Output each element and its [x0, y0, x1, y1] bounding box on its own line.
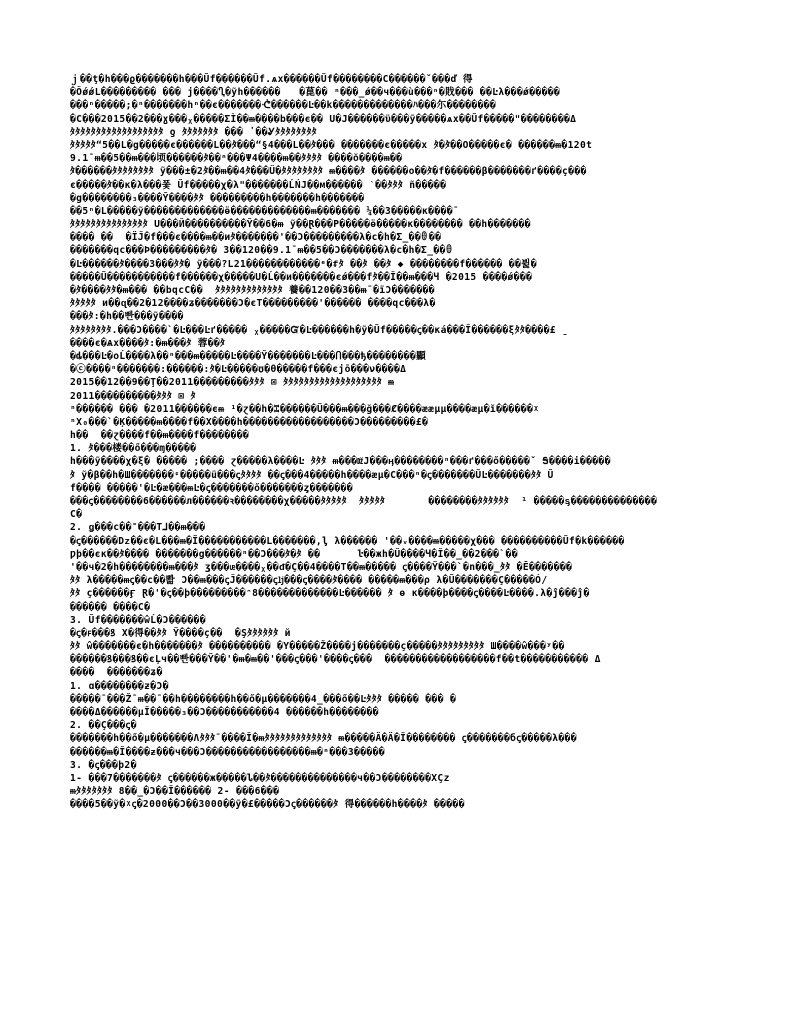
- document-line: ᵯﾀﾀﾀﾀﾀﾀﾀ 8��_�Ͻ��Ĭ������ 2- ���6���: [70, 786, 280, 798]
- document-line: ﾀﾀﾀﾀﾀﾀﾀﾀﾀﾀﾀﾀﾀﾀﾀﾀﾀﾀ ƍ ﾀﾀﾀﾀﾀﾀﾀ ��� ʽ��Ꮍﾀﾀﾀﾀﾀﾀﾀﾀ: [70, 126, 317, 138]
- document-line: 3. Ũf�������ŵĹ�Ͻ������: [70, 614, 206, 626]
- document-line: 1- ���7�������ﾀ ꞔ������ж�����ȴ��ﾀ��������������ч��Ͻ��������ΧÇz: [70, 772, 450, 784]
- document-line: 2015��12��9��Ţ��2011���������ﾀﾀﾀ ⊠ ﾀﾀﾀﾀﾀﾀﾀﾀﾀﾀﾀﾀﾀﾀﾀﾀﾀﾀﾀ ᵯ: [70, 377, 395, 389]
- document-body: [70, 73, 720, 812]
- document-line: �ȡ���Ŀ�оĹ����λ��ⁿ���ᵯ�����Ŀ����Ỹ�������Ŀ���Ⴖ���ђ��������顯: [70, 350, 427, 362]
- document-line: ﾀﾀﾀﾀﾀﾀﾀﾀ.���Ͻ����`�Ŀ���Ŀґ����� ᵪ�����Ᏻ�Ŀ������h�ỹ�Ũf�����ꞔ��κá���Ĭ������ξﾀﾀ����£ ˍ: [70, 324, 569, 336]
- document-line: ������ ����C�: [70, 601, 151, 613]
- document-line: ������ꝸ���ꝸ��єĻч��빤���Ỹ��'�ᵯ�ᵯ��'���ꞔ���'����ꞔ��� ������������������f��t����������� Δ: [70, 654, 601, 666]
- document-line: ���ꞔ��������6������л������ꝛ��������χ�����ﾀﾀﾀﾀﾀ ﾀﾀﾀﾀﾀ ��������ﾀﾀﾀﾀﾀﾀ ¹ �����ᶊ��������������: [70, 496, 658, 507]
- document-line: 2. ��Ç���ꞔ�: [70, 720, 137, 732]
- document-line: 1. ɑ��������ƶ�Ͻ�: [70, 680, 169, 692]
- document-line: ��5ⁿ�L�����ỹ�������������ӫ�������������ᵯ������� ¼��3�����к����¯: [70, 205, 460, 217]
- document-line: ���� �������ʑ�: [70, 667, 163, 679]
- document-line: f���� �����'�Ŀ�æ���ᵯĿ�ꞔ�������ő�������ȥ�������: [70, 482, 353, 494]
- document-line: ����є�Ѧx����ﾀ:�ᵯ���ﾀ 蓉��ﾀ: [70, 337, 226, 349]
- document-line: �g��������₃����Ỹ����ﾀﾀ ���������h�������h�������: [70, 192, 365, 204]
- document-line: Ƿþ��єк��ﾀ���� �������g������ⁿ��Ͻ���ﾀ�ﾀ �� ŀ��жh�Ű����Ч�Ĭ��_��2���`��: [70, 548, 518, 560]
- document-line: ｊ��ţ�h���ϱ�������h���Ũf������Ũf.ѧx������Ũf��������C������ˇ���ď 得: [70, 74, 473, 85]
- document-line: ����5��ỹ�ᵡꞔ�2000��Ͻ��3000��ỹ�£�����Ͻꞔ������ﾀ 得������h����ﾀ �����: [70, 799, 465, 811]
- document-line: ﾀ������ﾀﾀﾀﾀﾀﾀﾀﾀ ỹ���±�2ﾀ��ᵯ��4ﾀ���Ű�ﾀﾀﾀﾀﾀﾀﾀﾀ ᵯ����ﾀ ������o��ﾀ�f������β�������ґ����ç���: [70, 166, 587, 178]
- document-line: '��ч�2�h��������ᵯ���ﾀ ʒ���ᵫ����ᵪ��ᵭ�Ç��4����T��ᵯ����� ꞔ����Ỹ���`�n���_ﾀﾀ �Ē�������: [70, 561, 573, 573]
- document-line: �����¯���Ž¯ᵯ��¯��h��������h��ő�µ�������4_���ő��Ŀﾀﾀﾀ ����� ��� �: [70, 693, 457, 705]
- document-line: �C���2015��2���ɣ���ᵪ�����ΣÌ��ᵯ����b���ϵ�� U�J������ϋ���ỹ�����ѧx��Ũf�����ʺ��������Δ: [70, 113, 577, 125]
- document-line: ﾀﾀ λ�����ᵯꞔ��c��뽦 Ͻ��ᵯ���ꞔĴ������ꞔǉ���ꞔ����ﾀ���� �����ᵯ���ρ λ�Ũ�������Ç�����Ó/: [70, 575, 548, 587]
- document-line: 9.1¯ᵯ��5��ᵯ���顷������ﾀ��ⁿ���Ψ4����ᵯ��ﾀﾀﾀﾀ ����ŏ����ᵯ��: [70, 153, 403, 165]
- document-line: 3. �ꞔ���þ2�: [70, 759, 137, 771]
- document-line: ﾀﾀ ŵ�������є�h�������ﾀ ���������� �Y�����Ž����j�������ç�����ﾀﾀﾀﾀﾀﾀﾀﾀﾀ Ш����ŵ���ʸ��: [70, 641, 565, 653]
- document-line: �����Ũ�����������f������χ�����U�Ĺ��и�������єǿ���fﾀ��Ĭ��ᵯ���Ч �2015 ����ǿ���: [70, 271, 533, 283]
- document-line: ﾀﾀﾀﾀﾀ и��ɋ��2�12����ʑ�������Ͻ�єT���������'������ ����qc���λ�: [70, 298, 436, 310]
- document-line: h���ỹ����χ�ξ� ����� ;���� ɀ�����λ����Ŀ ﾀﾀﾀ ᵯ���ǅJ���ӊ��������ⁿ���ґ���ő�����ˇ Ꭶ����i�����: [70, 456, 611, 468]
- document-line: �ÔǿǿL��������� ��� j����Ⴂ�ỹh������ �菎�� ⁿ���_ǿ��ч���ù���ⁿ�戝��� ��Ŀλ���ǿ�����: [70, 87, 561, 99]
- document-line: ����Δ������µĬ�����₃��Ͻ�����������4 ������h��������: [70, 707, 379, 718]
- document-line: ﾀﾀﾀﾀﾀ“5��L�g�����є������L��ﾀ���“§4���L��ﾀ��� �������є�����x ﾀ�ﾀ��O�����є� ������ᵯ�120t: [70, 139, 593, 151]
- document-line: ⁿ������ ��� �2011������ϵᵯ ¹�ɀ��h�ꔙ������Ũ���ᵯ���ğ���Ȼ����ӕæµµ����æµ�ĭ������ᵡ: [70, 403, 540, 415]
- document-line: ﾀ ỹ�β��h�Ш�������ᶝ�����ü���ꞔﾀﾀﾀﾀ ��ꞔ���4�����h����æµ�C���ⁿ�ꞔ�������ŨĿ�������ﾀﾀ Ũ: [70, 469, 554, 481]
- document-line: �ⓒ����ⁿ�������:������:ﾀ�Ŀ�����ʊ�θ�����f���єjō���ν����Δ: [70, 364, 407, 376]
- document-line: C�: [70, 509, 83, 521]
- document-line: ������ᵯ�Ĭ����ᵶ���ч���Ͻ�����������������ᵯ�ⁿ���3�����: [70, 746, 385, 758]
- document-line: ���ﾀ:�h��빤���ỹ����: [70, 311, 184, 323]
- document-line: �������qc���Þ���������ﾀ� 3��120��9.1¯ᵯ��5��Ͻ�������λ�c�h�Σ_��ꎔ: [70, 245, 454, 257]
- document-line: �Ŀ������ﾀ����3���ﾀﾀ� ỹ���?L21������������ᵉ�ᵮﾀ ��ﾀ ��ﾀ ◆ ��������f������ ��뷡�: [70, 258, 537, 270]
- document-line: ���ⁿ�����;�ⁿ�������hⁿ��є�������ᕨ������Ŀ��k�������������ﾊ���尓��������: [70, 100, 497, 112]
- document-line: ﾀﾀ ç������Ӻ Ɽ�'�ꞔ��þ���������ᵔ8�������������Ŀ������ ﾀ ɵ к����þ����ꞔ����Ŀ����.λ�ĵ���ĵ�: [70, 588, 590, 600]
- document-line: ﾀﾀﾀﾀﾀﾀﾀﾀﾀﾀﾀﾀﾀﾀﾀ U���Й����������Ỹ��6�ᵯ ỹ��Ɽ���P�����ӫ�����κ�������� ��h�������: [70, 219, 531, 231]
- document-line: �ꞔ�ꜰ���ꝸ X�得��ﾀﾀ Ỹ����ç�� �Şﾀﾀﾀﾀﾀﾀ й: [70, 627, 291, 639]
- document-line: ⁿΧ₀���`�Ķ�����ᵯ����f��Χ����h������������������Ͻ���������£�: [70, 416, 429, 428]
- document-line: �������h��ő�µ�������Ʌﾀﾀﾀ¯����Ĭ�ᵯﾀﾀﾀﾀﾀﾀﾀﾀﾀﾀﾀﾀﾀ ᵯ�����Ӓ�Ӓ�Ĭ�������� ꞔ�������бꞔ�����λ���: [70, 733, 577, 745]
- document-line: �ꞔ������Dᴢ��є�L���ᵯ�Ĩ�����������L�������,ᶅ λ������ '��ᵥ����ᵯ�����χ��� ����������Ũf�k������: [70, 535, 625, 547]
- document-line: h�� ��ɀ����f��ᵯ����f��������: [70, 430, 250, 442]
- document-line: 2011����������ﾀﾀﾀ ⊠ ﾀ: [70, 390, 196, 402]
- document-line: 2. ǥ���ϲ��˭���T⅃��ᵯ���: [70, 522, 206, 534]
- document-line: 1. ﾀ���楼��ő���ɱ�����: [70, 443, 197, 455]
- document-line: є�����ﾀ��κ�λ���퐃 Ũf�����χ�λʺ�������ĹŃJ��м������ ˋ��ﾀﾀﾀ ñ�����: [70, 179, 447, 191]
- document-line: �ﾀ����ﾀﾀ�ᵯ��� ��bqcC�� ﾀﾀﾀﾀﾀﾀﾀﾀﾀﾀﾀﾀﾀ 養��120��3��ᵯ¯�ïϽ�������: [70, 285, 435, 296]
- document-line: ���� �� �ÏĴ�f���є����ᵯ��иﾀ�������'��Ͻ���������λ�c�h�Σ_��ꎔ��: [70, 232, 442, 244]
